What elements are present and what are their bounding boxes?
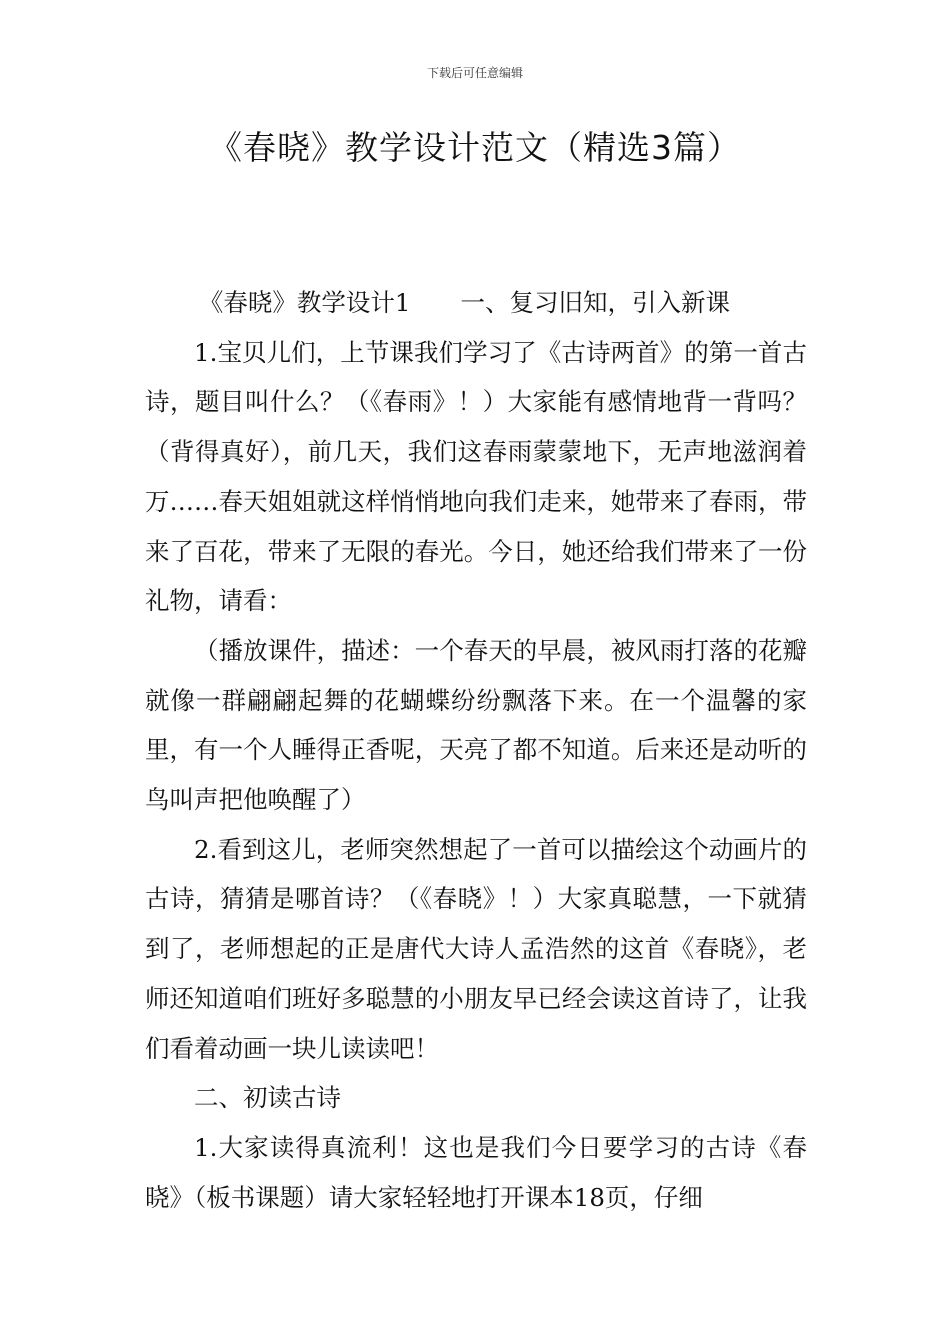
paragraph-4: 1.大家读得真流利！这也是我们今日要学习的古诗《春晓》（板书课题）请大家轻轻地打开课本18页，仔细 <box>145 1132 807 1212</box>
paragraph-2: （播放课件，描述：一个春天的早晨，被风雨打落的花瓣就像一群翩翩起舞的花蝴蝶纷纷飘落下来。在一个温馨的家里，有一个人睡得正香呢，天亮了都不知道。后来还是动听的鸟叫声把他唤醒了） <box>145 635 807 815</box>
section-intro-line <box>145 278 807 328</box>
paragraph-3: 2.看到这儿，老师突然想起了一首可以描绘这个动画片的古诗，猜猜是哪首诗？（《春晓》！）大家真聪慧，一下就猜到了，老师想起的正是唐代大诗人孟浩然的这首《春晓》，老师还知道咱们班好多聪慧的小朋友早已经会读这首诗了，让我们看着动画一块儿读读吧！ <box>145 834 807 1063</box>
document-title: 《春晓》教学设计范文（精选3篇） <box>209 128 741 167</box>
header-note: 下载后可任意编辑 <box>426 66 523 80</box>
section-heading: 一、复习旧知，引入新课 <box>460 288 730 317</box>
section-heading-2: 二、初读古诗 <box>194 1083 341 1113</box>
document-body <box>145 278 807 1222</box>
paragraph-1: 1.宝贝儿们，上节课我们学习了《古诗两首》的第一首古诗，题目叫什么？（《春雨》！）大家能有感情地背一背吗？（背得真好），前几天，我们这春雨蒙蒙地下，无声地滋润着万……春天姐姐就这样悄悄地向我们走来，她带来了春雨，带来了百花，带来了无限的春光。今日，她还给我们带来了一份礼物，请看： <box>145 337 807 616</box>
section-label: 《春晓》教学设计1 <box>198 288 411 317</box>
